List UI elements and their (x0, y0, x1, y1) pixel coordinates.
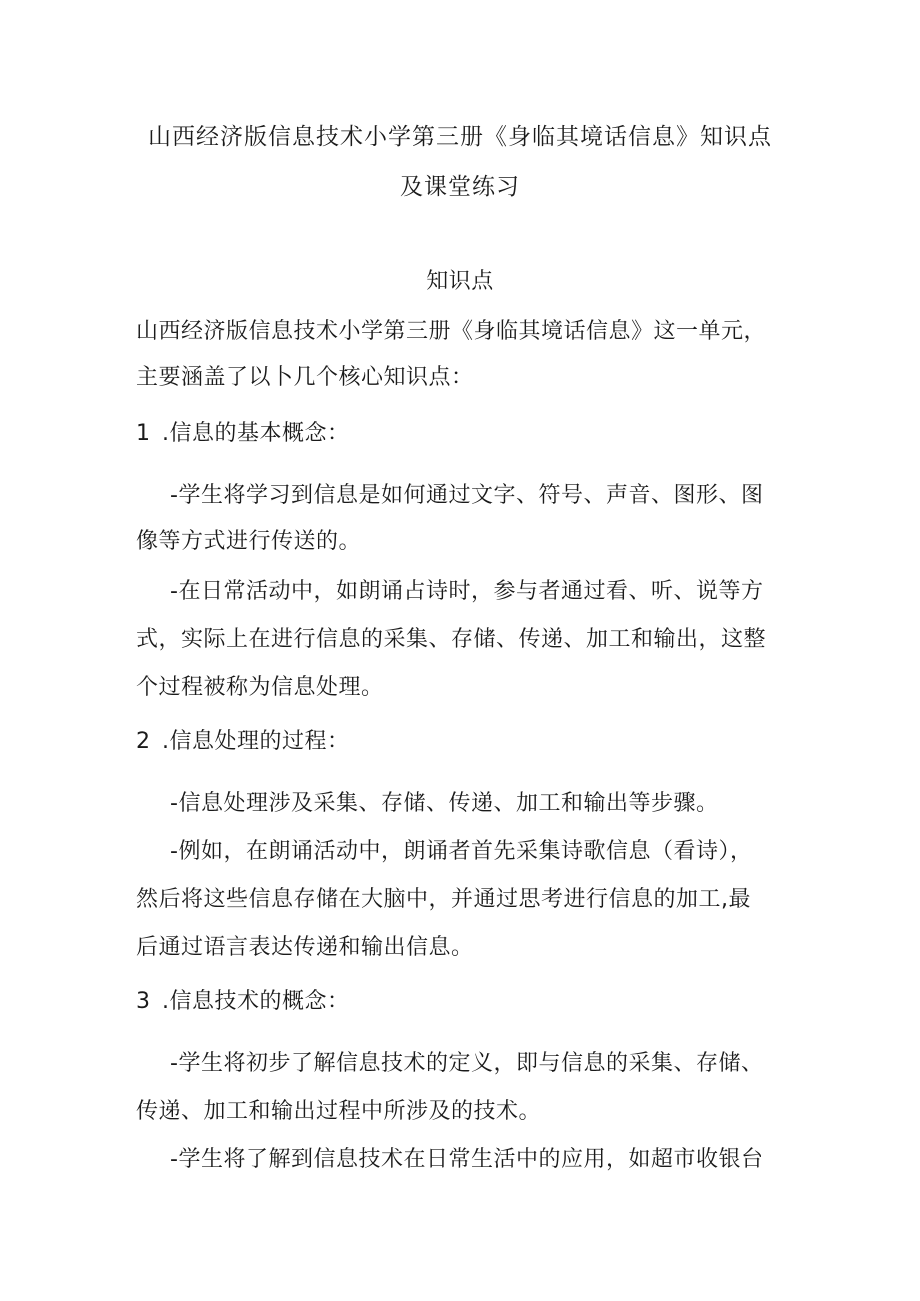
item-2-point-1-line-1: -信息处理涉及采集、存储、传递、加工和输出等步骤。 (170, 791, 719, 816)
section-heading: 知识点 (426, 269, 494, 294)
item-1-point-2-line-2: 式，实际上在进行信息的采集、存储、传递、加工和输出，这整 (136, 627, 767, 652)
item-number: 2 (136, 729, 151, 754)
intro-line-1: 山西经济版信息技术小学第三册《身临其境话信息》这一单元， (136, 319, 767, 344)
item-heading-text: .信息的基本概念： (162, 421, 350, 446)
item-1-point-2-line-1: -在日常活动中，如朗诵占诗时，参与者通过看、听、说等方 (170, 579, 764, 604)
item-2-heading (136, 724, 350, 755)
item-3-point-2-line-1: -学生将了解到信息技术在日常生活中的应用，如超市收银台 (170, 1147, 764, 1172)
item-2-point-2-line-2: 然后将这些信息存储在大脑中，并通过思考进行信息的加工,最 (136, 887, 751, 912)
item-number: 3 (136, 989, 151, 1014)
document-title-line-1: 山西经济版信息技术小学第三册《身临其境话信息》知识点 (148, 124, 772, 150)
item-1-point-2-line-3: 个过程被称为信息处理。 (136, 675, 384, 700)
item-3-point-1-line-2: 传递、加工和输出过程中所涉及的技术。 (136, 1099, 542, 1124)
item-number: 1 (136, 421, 151, 446)
document-title-line-2: 及课堂练习 (400, 174, 520, 200)
intro-line-2: 主要涵盖了以卜几个核心知识点： (136, 365, 474, 390)
item-2-point-2-line-3: 后通过语言表达传递和输出信息。 (136, 935, 474, 960)
item-1-heading (136, 416, 350, 447)
item-3-point-1-line-1: -学生将初步了解信息技术的定义，即与信息的采集、存储、 (170, 1051, 764, 1076)
item-heading-text: .信息处理的过程： (162, 729, 350, 754)
item-2-point-2-line-1: -例如，在朗诵活动中，朗诵者首先采集诗歌信息（看诗）， (170, 839, 753, 864)
item-heading-text: .信息技术的概念： (162, 989, 350, 1014)
item-1-point-1-line-1: -学生将学习到信息是如何通过文字、符号、声音、图形、图 (170, 483, 764, 508)
item-1-point-1-line-2: 像等方式进行传送的。 (136, 529, 362, 554)
item-3-heading (136, 984, 350, 1015)
